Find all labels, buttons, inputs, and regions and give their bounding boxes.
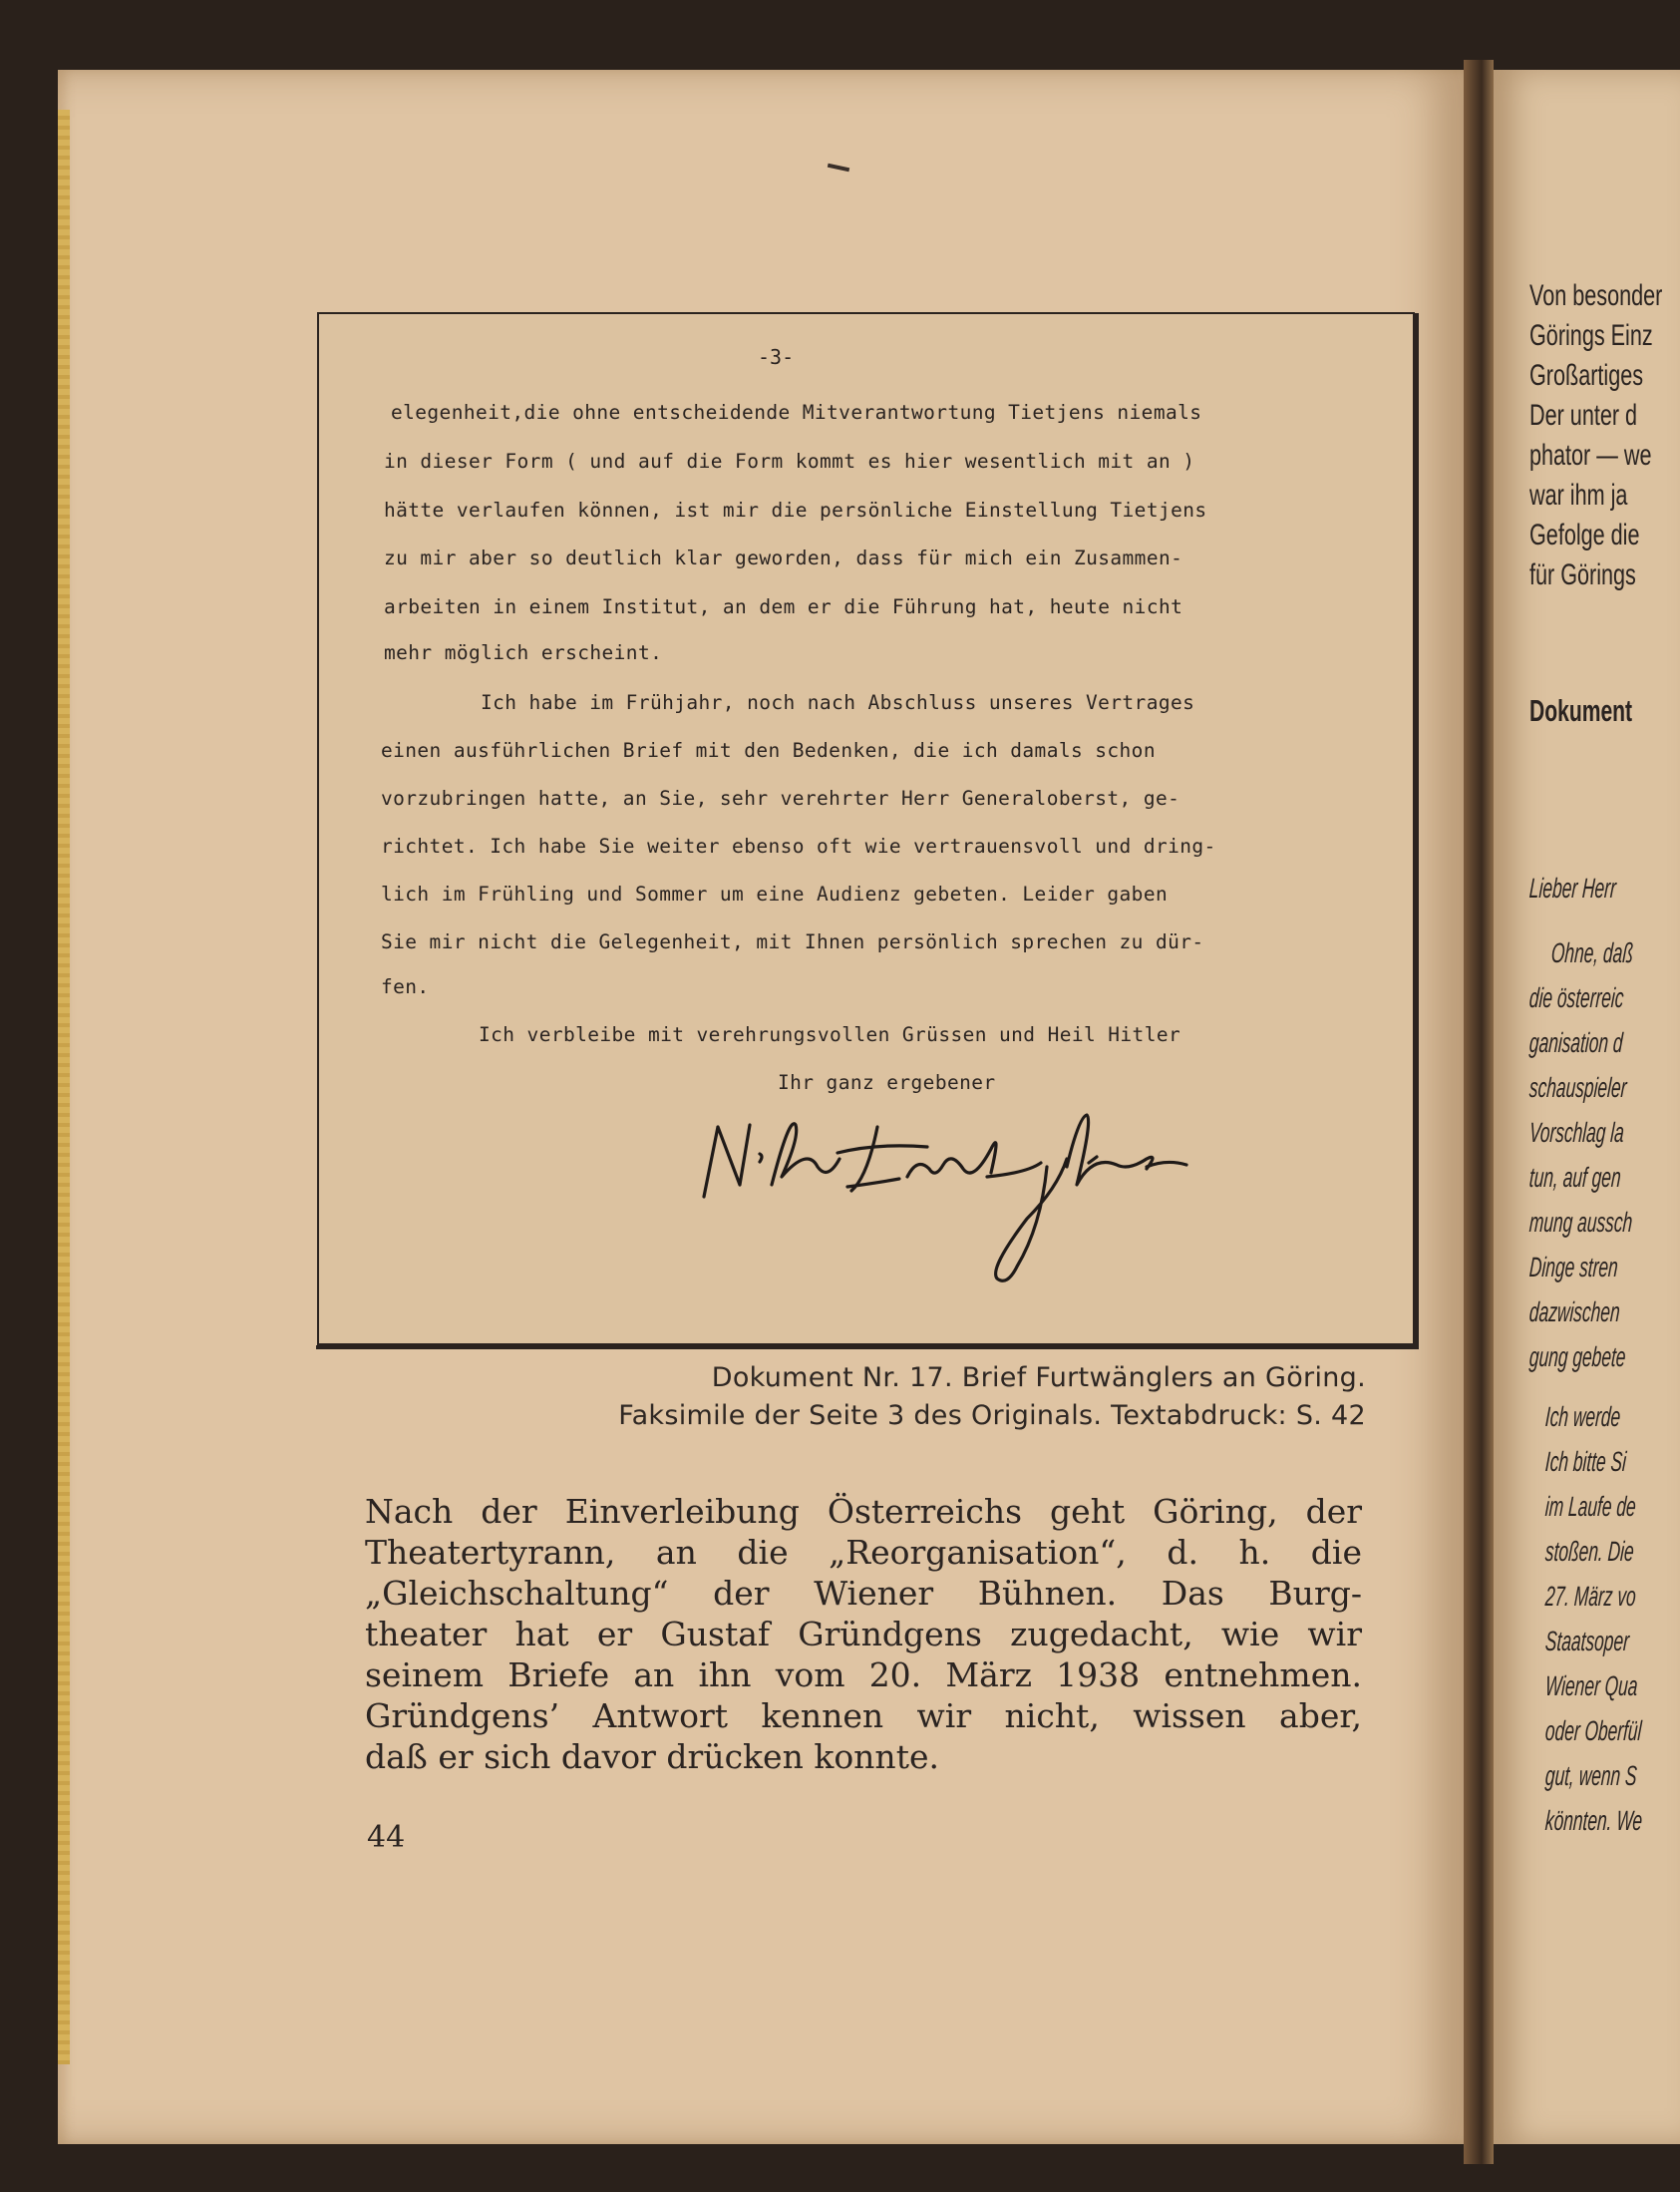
right-line: Görings Einz: [1529, 319, 1653, 352]
right-letter-line: Ohne, daß: [1550, 937, 1635, 968]
caption-line-2: Faksimile der Seite 3 des Originals. Textabdruck: S. 42: [618, 1400, 1366, 1431]
body-line: theater hat er Gustaf Gründgens zugedacht, wie wir: [365, 1615, 1362, 1653]
page-edge: [58, 110, 70, 2064]
body-line: seinem Briefe an ihn vom 20. März 1938 entnehmen.: [365, 1655, 1362, 1694]
typed-line: elegenheit,die ohne entscheidende Mitverantwortung Tietjens niemals: [391, 401, 1202, 424]
right-letter-line: Ich werde: [1544, 1401, 1622, 1432]
typed-line: arbeiten in einem Institut, an dem er die Führung hat, heute nicht: [384, 595, 1183, 618]
body-paragraph: [365, 1491, 1362, 1777]
right-line: für Görings: [1529, 558, 1636, 591]
right-letter-line: oder Oberfül: [1544, 1715, 1643, 1746]
right-heading: Dokument: [1529, 693, 1633, 728]
right-letter-line: die österreic: [1528, 982, 1625, 1013]
right-line: Großartiges: [1529, 359, 1644, 392]
right-line: Gefolge die: [1529, 519, 1640, 551]
right-letter-line: dazwischen: [1528, 1296, 1621, 1327]
book-gutter: [1464, 60, 1494, 2164]
typed-line: Ich habe im Frühjahr, noch nach Abschluss unseres Vertrages: [481, 691, 1195, 714]
right-line: Von besonder: [1529, 279, 1663, 312]
right-letter-line: Dinge stren: [1528, 1252, 1619, 1282]
right-letter-line: im Laufe de: [1544, 1491, 1637, 1522]
caption-line-1: Dokument Nr. 17. Brief Furtwänglers an Göring.: [711, 1362, 1366, 1393]
page-number: 44: [367, 1820, 406, 1855]
signature: [688, 1107, 1276, 1286]
right-line: phator — we: [1529, 439, 1652, 472]
body-line: „Gleichschaltung“ der Wiener Bühnen. Das Burg-: [365, 1574, 1362, 1613]
right-letter-line: Ich bitte Si: [1544, 1446, 1628, 1477]
right-letter-line: schauspieler: [1528, 1072, 1628, 1103]
typed-line: Sie mir nicht die Gelegenheit, mit Ihnen persönlich sprechen zu dür-: [381, 930, 1204, 953]
body-line: Theatertyrann, an die „Reorganisation“, d. h. die: [365, 1533, 1362, 1572]
right-letter-line: Staatsoper: [1544, 1626, 1631, 1656]
document-page-number: -3-: [758, 345, 795, 369]
right-letter-line: tun, auf gen: [1528, 1162, 1622, 1193]
body-line: Gründgens’ Antwort kennen wir nicht, wissen aber,: [365, 1696, 1362, 1735]
typed-line: mehr möglich erscheint.: [384, 641, 663, 664]
right-line: Der unter d: [1529, 399, 1638, 432]
right-letter-line: mung aussch: [1528, 1207, 1634, 1238]
typed-line: lich im Frühling und Sommer um eine Audienz gebeten. Leider gaben: [381, 883, 1169, 906]
right-page: [1494, 70, 1680, 2144]
right-letter-line: Vorschlag la: [1528, 1117, 1625, 1148]
typed-line: vorzubringen hatte, an Sie, sehr verehrter Herr Generaloberst, ge-: [381, 787, 1180, 810]
right-letter-line: ganisation d: [1528, 1027, 1624, 1058]
right-salutation: Lieber Herr: [1528, 873, 1617, 904]
typed-line: in dieser Form ( und auf die Form kommt es hier wesentlich mit an ): [384, 450, 1195, 473]
right-letter-line: stoßen. Die: [1544, 1536, 1635, 1567]
typed-line: zu mir aber so deutlich klar geworden, dass für mich ein Zusammen-: [384, 547, 1183, 569]
typed-line: richtet. Ich habe Sie weiter ebenso oft wie vertrauensvoll und dring-: [381, 835, 1216, 858]
typed-line: Ihr ganz ergebener: [778, 1071, 996, 1094]
right-letter-line: könnten. We: [1544, 1805, 1644, 1836]
typed-line: einen ausführlichen Brief mit den Bedenken, die ich damals schon: [381, 739, 1156, 762]
body-line: Nach der Einverleibung Österreichs geht Göring, der: [365, 1492, 1362, 1531]
typed-line: hätte verlaufen können, ist mir die persönliche Einstellung Tietjens: [384, 499, 1207, 522]
right-line: war ihm ja: [1529, 479, 1628, 512]
right-letter-line: 27. März vo: [1544, 1581, 1637, 1612]
right-letter-line: Wiener Qua: [1544, 1670, 1639, 1701]
typed-line: fen.: [381, 975, 430, 998]
typed-line: Ich verbleibe mit verehrungsvollen Grüssen und Heil Hitler: [479, 1023, 1181, 1046]
body-line: daß er sich davor drücken konnte.: [365, 1737, 939, 1776]
right-letter-line: gut, wenn S: [1544, 1760, 1638, 1791]
right-letter-line: gung gebete: [1528, 1341, 1627, 1372]
